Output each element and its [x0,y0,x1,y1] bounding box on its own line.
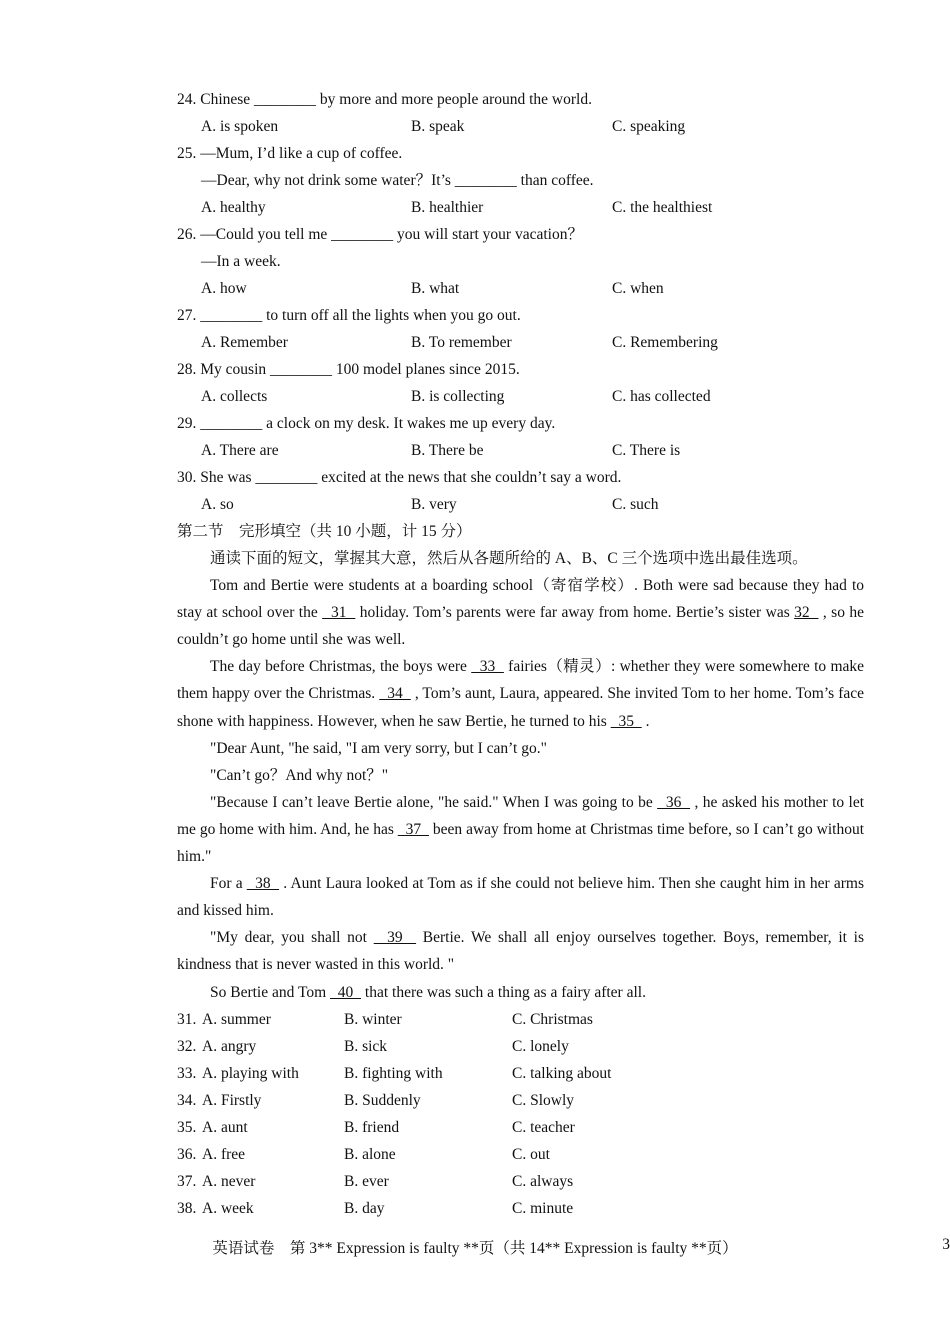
choice-a: A. summer [202,1010,271,1028]
question-stem: 26. —Could you tell me ________ you will start your vacation？ [177,226,583,243]
passage-text: . [641,712,650,730]
passage-text: So Bertie and Tom [210,983,331,1001]
choice-row-35 [177,1114,864,1141]
passage-paragraph-3: "Dear Aunt, "he said, "I am very sorry, but I can’t go." [210,739,547,757]
choice-b: B. alone [344,1146,396,1164]
option-c: C. has collected [612,388,711,405]
option-a: A. how [201,280,247,297]
passage-text: been away from home at Christmas time before, so I can’t go without him." [177,820,865,866]
edge-page-mark: 3 [942,1236,950,1253]
option-b: B. healthier [411,199,484,216]
question-stem-line: —Dear, why not drink some water？It’s ________ than coffee. [201,172,594,189]
choice-row-32 [177,1033,864,1060]
passage-text: fairies（精灵）: whether they were somewhere to make them happy over the Christmas. [177,658,865,703]
blank-39: 39 [373,929,417,947]
blank-40: 40 [330,983,362,1001]
choice-b: B. fighting with [344,1064,443,1082]
choice-row-38 [177,1195,864,1222]
option-a: A. so [201,496,234,513]
choice-b: B. Suddenly [344,1091,421,1109]
passage-text: "My dear, you shall not [210,929,374,947]
question-stem: 30. She was ________ excited at the news that she couldn’t say a word. [177,469,622,486]
question-27 [177,302,864,356]
passage-paragraph-8 [177,979,864,1006]
question-stem: 29. ________ a clock on my desk. It wakes me up every day. [177,415,556,432]
section-heading: 第二节 完形填空（共 10 小题，计 15 分） [177,523,472,540]
option-row [177,113,864,140]
choice-a: A. free [202,1146,246,1164]
option-row [177,383,864,410]
question-stem: 28. My cousin ________ 100 model planes since 2015. [177,361,520,378]
choice-c: C. out [512,1146,550,1164]
choice-number: 34. [177,1091,197,1109]
option-a: A. Remember [201,334,288,351]
choice-number: 36. [177,1146,197,1164]
choice-number: 37. [177,1173,197,1191]
passage-paragraph-4: "Can’t go？And why not？" [210,766,389,784]
option-a: A. collects [201,388,268,405]
choice-row-37 [177,1168,864,1195]
passage-paragraph-6 [177,870,864,924]
option-a: A. healthy [201,199,266,216]
question-24 [177,86,864,140]
choice-a: A. playing with [202,1064,299,1082]
question-stem: 24. Chinese ________ by more and more people around the world. [177,91,592,108]
question-26 [177,221,864,302]
option-c: C. the healthiest [612,199,713,216]
option-c: C. such [612,496,659,513]
option-row [177,194,864,221]
choice-b: B. day [344,1200,385,1218]
question-stem: 25. —Mum, I’d like a cup of coffee. [177,145,403,162]
choice-a: A. never [202,1173,256,1191]
blank-34: 34 [379,685,411,703]
option-c: C. when [612,280,664,297]
passage-paragraph-5 [177,789,864,870]
choice-c: C. always [512,1173,574,1191]
blank-38: 38 [246,875,280,893]
passage-text: holiday. Tom’s parents were far away from home. Bertie’s sister was [355,604,795,622]
choice-b: B. winter [344,1010,402,1028]
choice-c: C. lonely [512,1037,569,1055]
passage-text: , so he couldn’t go home until she was well. [177,604,864,649]
choice-number: 32. [177,1037,197,1055]
option-b: B. To remember [411,334,512,351]
option-b: B. very [411,496,457,513]
choice-c: C. talking about [512,1064,612,1082]
blank-37: 37 [397,820,429,838]
passage-text: . Aunt Laura looked at Tom as if she could not believe him. Then she caught him in her arms and kissed him. [177,875,864,920]
choice-row-34 [177,1087,864,1114]
choice-b: B. ever [344,1173,389,1191]
option-row [177,491,864,518]
passage-text: Tom and Bertie were students at a boarding school（寄宿学校）. Both were sad because they had to stay at school over the [177,577,864,622]
question-28 [177,356,864,410]
choice-number: 35. [177,1118,197,1136]
option-b: B. what [411,280,460,297]
passage-paragraph-7 [177,924,864,978]
choice-a: A. aunt [202,1118,248,1136]
option-a: A. is spoken [201,118,279,135]
question-29 [177,410,864,464]
section-instruction: 通读下面的短文，掌握其大意，然后从各题所给的 A、B、C 三个选项中选出最佳选项。 [210,550,808,567]
question-stem-line: —In a week. [201,253,281,270]
choice-c: C. Slowly [512,1091,575,1109]
passage-text: , Tom’s aunt, Laura, appeared. She invited Tom to her home. Tom’s face shone with happiness. However, when he saw Bertie, he turned to his [177,685,865,730]
choice-a: A. Firstly [202,1091,262,1109]
choice-row-33 [177,1060,864,1087]
option-b: B. There be [411,442,484,459]
choice-c: C. Christmas [512,1010,593,1028]
option-row [177,329,864,356]
passage-text: "Because I can’t leave Bertie alone, "he said." When I was going to be [210,793,658,811]
option-b: B. is collecting [411,388,505,405]
passage-text: that there was such a thing as a fairy after all. [361,983,646,1001]
page-footer: 英语试卷 第 3** Expression is faulty **页（共 14** Expression is faulty **页） [212,1240,738,1257]
question-25 [177,140,864,221]
passage-text: , he asked his mother to let me go home with him. And, he has [177,793,865,838]
blank-32: 32 [794,604,819,622]
choice-c: C. minute [512,1200,574,1218]
option-row [177,275,864,302]
option-b: B. speak [411,118,465,135]
blank-36: 36 [657,793,691,811]
choice-b: B. sick [344,1037,388,1055]
option-row [177,437,864,464]
exam-page [177,86,864,1222]
option-c: C. Remembering [612,334,718,351]
blank-33: 33 [471,658,504,676]
choice-row-31 [177,1006,864,1033]
choice-number: 31. [177,1010,197,1028]
choice-number: 33. [177,1064,197,1082]
option-a: A. There are [201,442,279,459]
option-c: C. speaking [612,118,686,135]
choice-c: C. teacher [512,1118,575,1136]
question-30 [177,464,864,518]
option-c: C. There is [612,442,681,459]
cloze-choices [177,1006,864,1223]
blank-31: 31 [322,604,356,622]
passage-paragraph-1 [177,572,864,653]
passage-text: Bertie. We shall all enjoy ourselves together. Boys, remember, it is kindness that is never wasted in this world. " [177,929,865,974]
choice-a: A. week [202,1200,254,1218]
passage-paragraph-2 [177,653,864,734]
choice-a: A. angry [202,1037,257,1055]
choice-row-36 [177,1141,864,1168]
passage-text: For a [210,875,247,893]
question-stem: 27. ________ to turn off all the lights when you go out. [177,307,521,324]
choice-number: 38. [177,1200,197,1218]
choice-b: B. friend [344,1118,400,1136]
passage-text: The day before Christmas, the boys were [210,658,472,676]
blank-35: 35 [610,712,642,730]
